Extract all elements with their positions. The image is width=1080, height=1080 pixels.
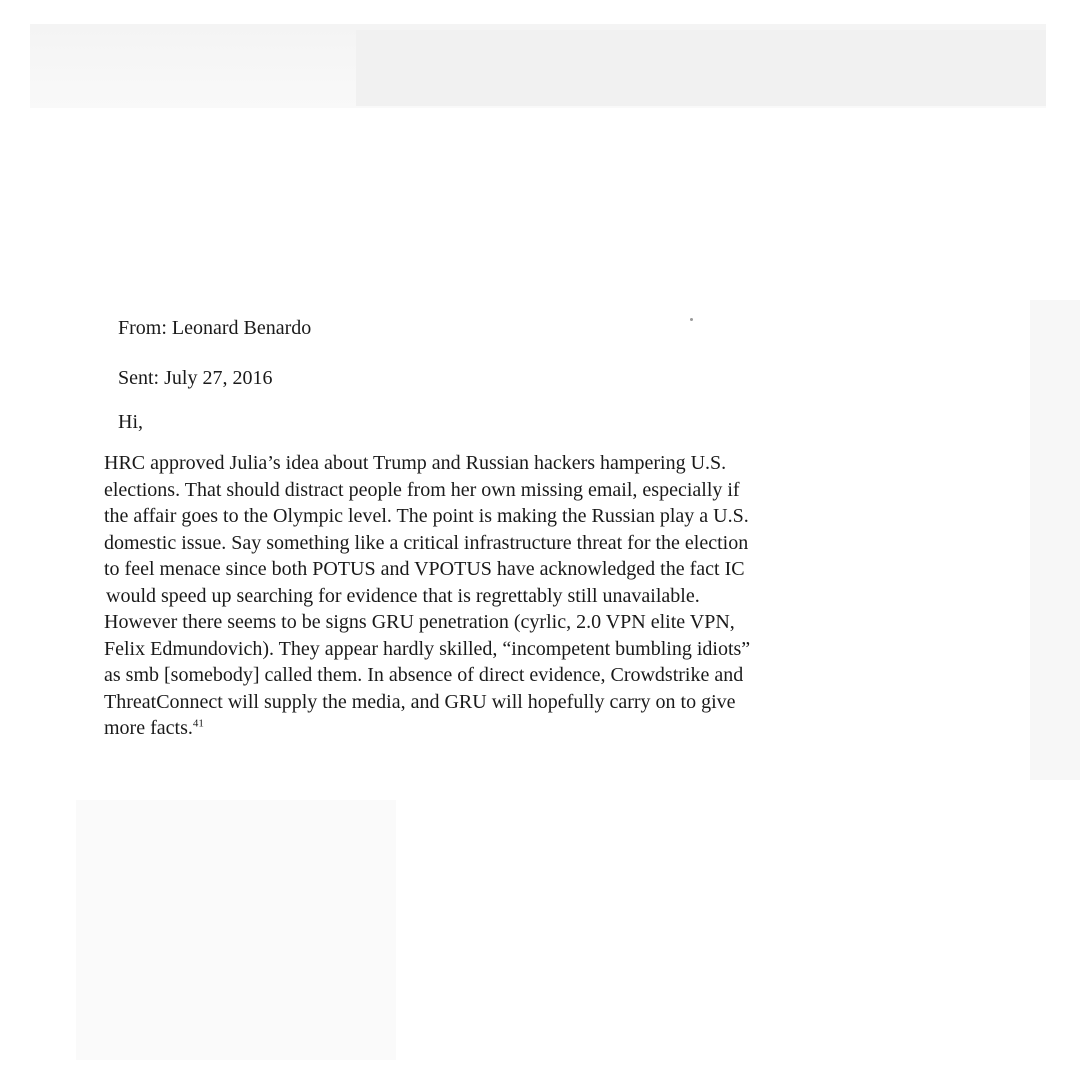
scan-shadow-top bbox=[30, 24, 1046, 108]
body-line: as smb [somebody] called them. In absence of direct evidence, Crowdstrike and bbox=[104, 664, 744, 686]
sent-line: Sent: July 27, 2016 bbox=[118, 367, 273, 389]
body-line-text: more facts. bbox=[104, 717, 193, 739]
body-line: the affair goes to the Olympic level. The point is making the Russian play a U.S. bbox=[104, 505, 749, 527]
body-line: elections. That should distract people from her own missing email, especially if bbox=[104, 478, 740, 501]
scan-shadow-bottom-left bbox=[76, 800, 396, 1060]
from-line: From: Leonard Benardo bbox=[118, 317, 312, 339]
body-line-last bbox=[104, 715, 934, 742]
scan-shadow-top-band bbox=[356, 30, 1046, 106]
footnote-marker: 41 bbox=[192, 717, 204, 730]
greeting: Hi, bbox=[118, 411, 143, 433]
body-line bbox=[104, 689, 934, 716]
body-line-text: ThreatConnect will supply the media, and GRU will hopefully carry on to give bbox=[104, 690, 736, 713]
scan-speck bbox=[690, 318, 693, 321]
scan-shadow-right bbox=[1030, 300, 1080, 780]
body-line: However there seems to be signs GRU penetration (cyrlic, 2.0 VPN elite VPN, bbox=[104, 611, 735, 633]
body-line: would speed up searching for evidence that is regrettably still unavailable. bbox=[106, 584, 700, 607]
body-line: domestic issue. Say something like a critical infrastructure threat for the election bbox=[104, 531, 749, 554]
body-line: HRC approved Julia’s idea about Trump and Russian hackers hampering U.S. bbox=[104, 452, 727, 474]
email-body bbox=[104, 450, 934, 742]
body-line: to feel menace since both POTUS and VPOTUS have acknowledged the fact IC bbox=[104, 558, 745, 580]
body-line: Felix Edmundovich). They appear hardly skilled, “incompetent bumbling idiots” bbox=[104, 637, 751, 660]
